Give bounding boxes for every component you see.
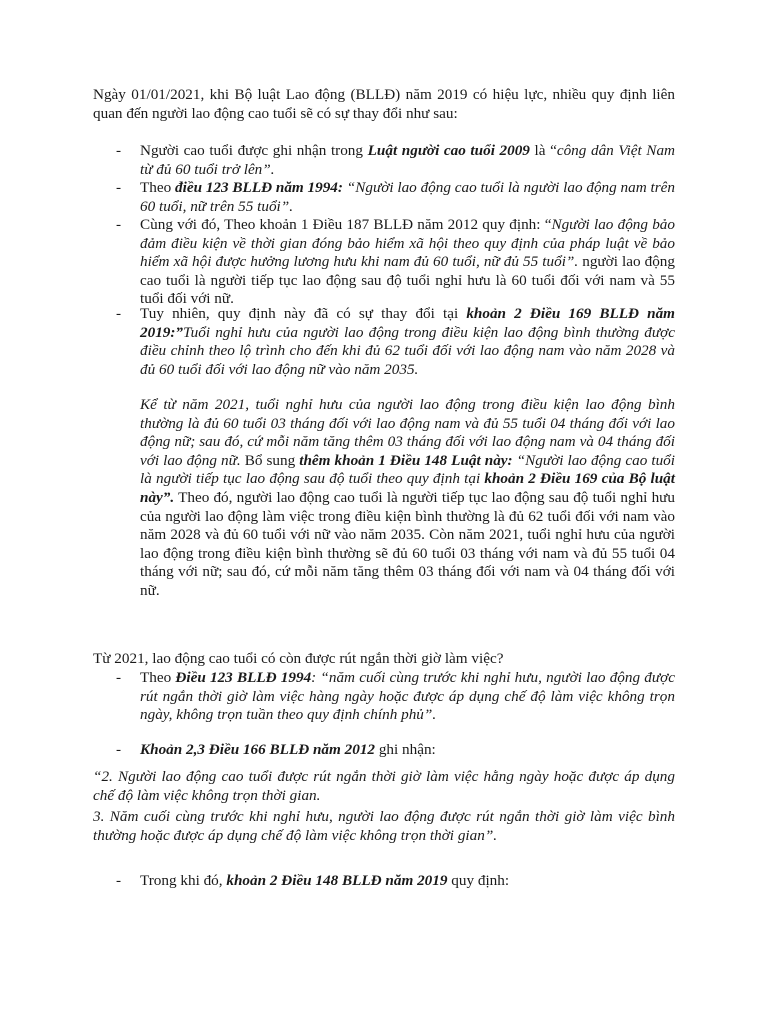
bullet-dash: - [116, 305, 122, 322]
bullet-dash: - [116, 669, 122, 686]
list-item-article-187: - Cùng với đó, Theo khoản 1 Điều 187 BLLĐ năm 2012 quy định: “Người lao động bảo đảm điều kiện về thời gian đóng bảo hiểm xã hội theo quy định của pháp luật về bảo hiểm xã hội được hưởng lương hưu khi nam đủ 60 tuổi, nữ đủ 55 tuổi”. người lao động cao tuổi là người tiếp tục lao động sau độ tuổi nghỉ hưu là 60 tuổi đối với nam và 55 tuổi đối với nữ. [116, 216, 675, 308]
bullet-dash: - [116, 179, 122, 196]
list-item-article-166: - Khoản 2,3 Điều 166 BLLĐ năm 2012 ghi nhận: [116, 741, 436, 758]
intro-paragraph: Ngày 01/01/2021, khi Bộ luật Lao động (BLLĐ) năm 2019 có hiệu lực, nhiều quy định liên quan đến người lao động cao tuổi sẽ có sự thay đổi như sau: [93, 86, 675, 122]
quote-clause-2: “2. Người lao động cao tuổi được rút ngắn thời giờ làm việc hằng ngày hoặc được áp dụng chế độ làm việc không trọn thời gian. [93, 768, 675, 804]
article-169-continuation: Kể từ năm 2021, tuổi nghỉ hưu của người lao động trong điều kiện lao động bình thường là đủ 60 tuổi 03 tháng đối với lao động nam và đủ 55 tuổi 04 tháng đối với lao động nữ; sau đó, cứ mỗi năm tăng thêm 03 tháng đối với lao động nam và 04 tháng đối với lao động nữ. Bổ sung thêm khoản 1 Điều 148 Luật này: “Người lao động cao tuổi là người tiếp tục lao động sau độ tuổi theo quy định tại khoản 2 Điều 169 của Bộ luật này”. Theo đó, người lao động cao tuổi là người tiếp tục lao động sau độ tuổi nghỉ hưu của người lao động làm việc trong điều kiện bình thường là đủ 62 tuổi đối với nam vào năm 2028 và đủ 60 tuổi với nữ vào năm 2035. Còn năm 2021, tuổi nghỉ hưu của người lao động trong điều kiện bình thường sẽ đủ 60 tuổi 03 tháng với nam và đủ 55 tuổi 04 tháng với nữ; sau đó, cứ mỗi năm tăng thêm 03 tháng đối với nam và 04 tháng đối với nữ. [140, 396, 675, 599]
bullet-dash: - [116, 216, 122, 233]
quote-clause-3: 3. Năm cuối cùng trước khi nghỉ hưu, người lao động được rút ngắn thời giờ làm việc bình thường hoặc được áp dụng chế độ làm việc không trọn thời gian”. [93, 808, 675, 844]
bullet-dash: - [116, 142, 122, 159]
list-item-elderly-law: - Người cao tuổi được ghi nhận trong Luật người cao tuổi 2009 là “công dân Việt Nam từ đủ 60 tuổi trở lên”. [116, 142, 676, 178]
bullet-dash: - [116, 741, 122, 758]
list-item-article-123-1994: - Theo Điều 123 BLLĐ 1994: “năm cuối cùng trước khi nghỉ hưu, người lao động được rút ngắn thời giờ làm việc hàng ngày hoặc được áp dụng chế độ làm việc không trọn ngày, không trọn tuần theo quy định chính phủ”. [116, 669, 675, 724]
list-item-article-123: - Theo điều 123 BLLĐ năm 1994: “Người lao động cao tuổi là người lao động nam trên 60 tuổi, nữ trên 55 tuổi”. [116, 179, 675, 215]
section-heading: Từ 2021, lao động cao tuổi có còn được rút ngắn thời giờ làm việc? [93, 650, 504, 667]
list-item-article-169: - Tuy nhiên, quy định này đã có sự thay đổi tại khoản 2 Điều 169 BLLĐ năm 2019:”Tuổi nghỉ hưu của người lao động trong điều kiện lao động bình thường được điều chỉnh theo lộ trình cho đến khi đủ 62 tuổi đối với lao động nam vào năm 2028 và đủ 60 tuổi đối với lao động nữ vào năm 2035. [116, 305, 675, 378]
bullet-dash: - [116, 872, 122, 889]
list-item-article-148: - Trong khi đó, khoản 2 Điều 148 BLLĐ năm 2019 quy định: [116, 872, 510, 889]
